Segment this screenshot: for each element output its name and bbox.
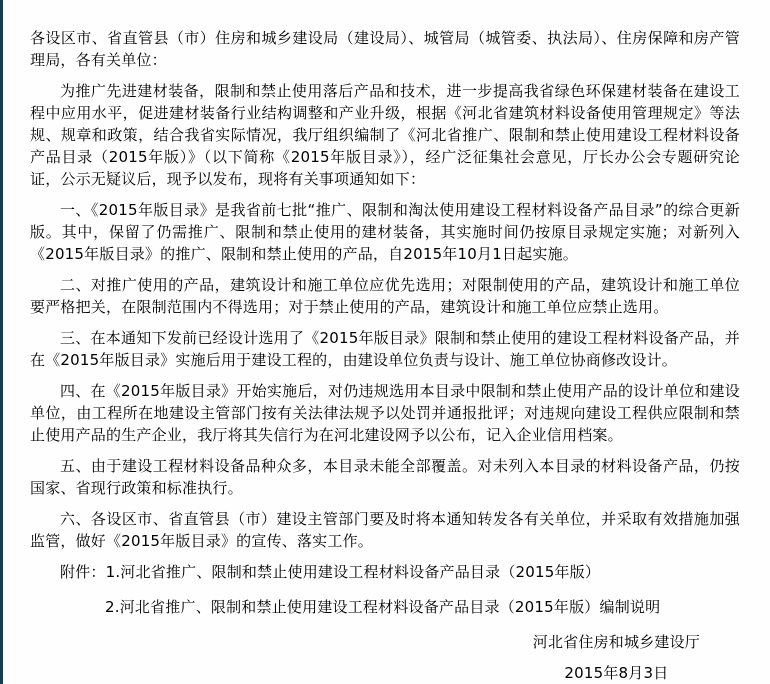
para-item-4: 四、在《2015年版目录》开始实施后，对仍违规选用本目录中限制和禁止使用产品的设计单位和建设单位，由工程所在地建设主管部门按有关法律法规予以处罚并通报批评；对违规向建设工程供应限制和禁止使用产品的生产企业，我厅将其失信行为在河北建设网予以公布，记入企业信用档案。 xyxy=(30,382,740,444)
para-item-1: 一、《2015年版目录》是我省前七批“推广、限制和淘汰使用建设工程材料设备产品目录”的综合更新版。其中，保留了仍需推广、限制和禁止使用的建材装备，其实施时间仍按原目录规定实施；对新列入《2015年版目录》的推广、限制和禁止使用的产品，自2015年10月1日起实施。 xyxy=(30,201,740,263)
signature-org: 河北省住房和城乡建设厅 xyxy=(532,633,700,651)
page-left-border xyxy=(0,0,3,684)
attachment-item-1: 1.河北省推广、限制和禁止使用建设工程材料设备产品目录（2015年版） xyxy=(105,563,601,581)
para-intro: 为推广先进建材装备，限制和禁止使用落后产品和技术，进一步提高我省绿色环保建材装备在建设工程中应用水平，促进建材装备行业结构调整和产业升级，根据《河北省建筑材料设备使用管理规定》等法规、规章和政策，结合我省实际情况，我厅组织编制了《河北省推广、限制和禁止使用建设工程材料设备产品目录（2015年版）》（以下简称《2015年版目录》），经广泛征集社会意见，厅长办公会专题研究论证，公示无疑议后，现予以发布，现将有关事项通知如下： xyxy=(30,82,740,188)
signature-date: 2015年8月3日 xyxy=(564,664,669,682)
para-item-6: 六、各设区市、省直管县（市）建设主管部门要及时将本通知转发各有关单位，并采取有效措施加强监管，做好《2015年版目录》的宣传、落实工作。 xyxy=(30,510,740,550)
para-item-5: 五、由于建设工程材料设备品种众多，本目录未能全部覆盖。对未列入本目录的材料设备产品，仍按国家、省现行政策和标准执行。 xyxy=(30,457,740,497)
para-item-2: 二、对推广使用的产品，建筑设计和施工单位应优先选用；对限制使用的产品，建筑设计和施工单位要严格把关，在限制范围内不得选用；对于禁止使用的产品，建筑设计和施工单位应禁止选用。 xyxy=(30,276,740,316)
attachment-item-2: 2.河北省推广、限制和禁止使用建设工程材料设备产品目录（2015年版）编制说明 xyxy=(105,598,661,616)
para-item-3: 三、在本通知下发前已经设计选用了《2015年版目录》限制和禁止使用的建设工程材料设备产品，并在《2015年版目录》实施后用于建设工程的，由建设单位负责与设计、施工单位协商修改设计。 xyxy=(30,329,740,369)
attachments-label: 附件： xyxy=(60,563,106,581)
attachments-block xyxy=(30,561,740,618)
addressee-line: 各设区市、省直管县（市）住房和城乡建设局（建设局）、城管局（城管委、执法局）、住房保障和房产管理局，各有关单位： xyxy=(30,29,740,69)
attachment-line-1 xyxy=(30,561,740,583)
signature-block xyxy=(533,631,700,684)
